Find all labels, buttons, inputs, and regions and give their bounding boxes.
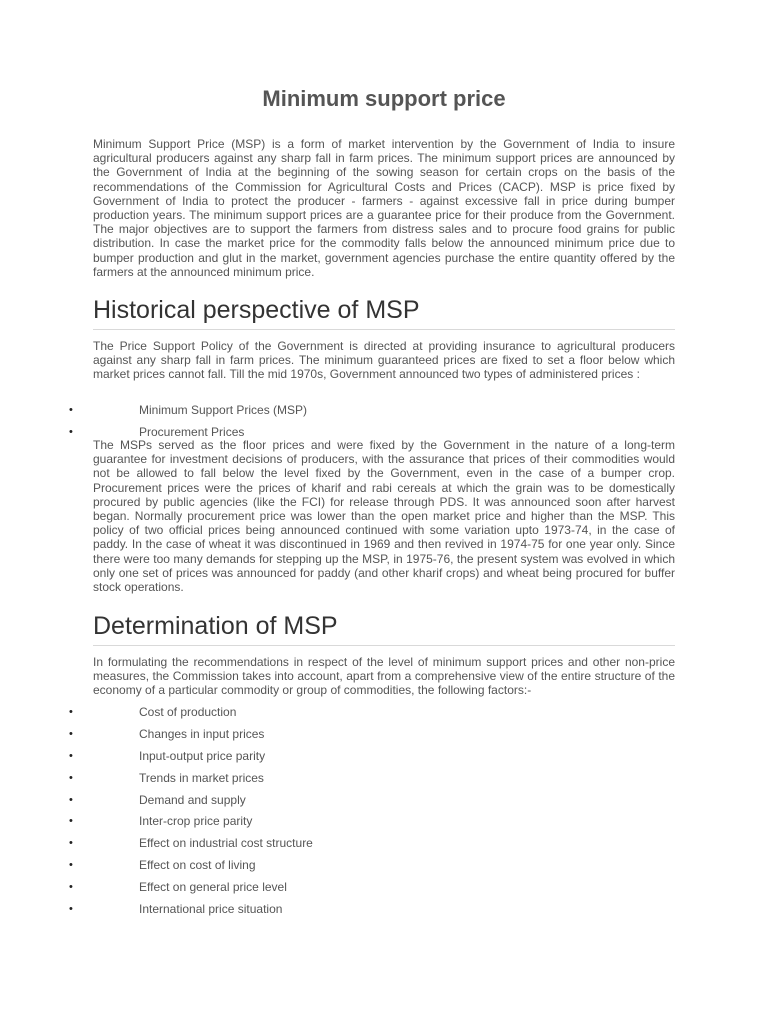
list-item <box>0 749 768 771</box>
bullet-icon: • <box>69 404 73 416</box>
list-item-text: Demand and supply <box>139 792 246 807</box>
list-item-text: Input-output price parity <box>139 748 266 763</box>
bullet-icon: • <box>69 815 73 828</box>
historical-paragraph-2: The MSPs served as the floor prices and were fixed by the Government in the nature of a long-term guarantee for investment decisions of producers, with the assurance that prices of their commodities would not be allowed to fall below the level fixed by the Government, even in the case of a bumper crop. Procurement prices were the prices of kharif and rabi cereals at which the grain was to be domestically procured by public agencies (like the FCI) for release through PDS. It was announced soon after harvest began. Normally procurement price was lower than the open market price and higher than the MSP. This policy of two official prices being announced continued with some variation upto 1973-74, in the case of paddy. In the case of wheat it was discontinued in 1969 and then revived in 1974-75 for one year only. Since there were too many demands for stepping up the MSP, in 1975-76, the present system was evolved in which only one set of prices was announced for paddy (and other kharif crops) and wheat being procured for buffer stock operations. <box>93 438 675 595</box>
list-item-text: Cost of production <box>139 705 237 719</box>
determination-paragraph: In formulating the recommendations in respect of the level of minimum support prices and other non-price measures, the Commission takes into account, apart from a comprehensive view of the entire structure of the economy of a particular commodity or group of commodities, the following factors:- <box>93 655 675 698</box>
bullet-icon: • <box>69 425 73 438</box>
list-item <box>0 727 768 749</box>
bullet-icon: • <box>69 903 73 916</box>
list-item <box>0 793 768 815</box>
list-item-text: Trends in market prices <box>139 770 264 785</box>
bullet-icon: • <box>69 771 73 784</box>
list-item-text: Effect on cost of living <box>139 858 256 873</box>
historical-divider <box>93 329 675 330</box>
historical-paragraph-1: The Price Support Policy of the Government is directed at providing insurance to agricultural producers against any sharp fall in farm prices. The minimum guaranteed prices are fixed to set a floor below which market prices cannot fall. Till the mid 1970s, Government announced two types of administered prices : <box>93 339 675 382</box>
determination-heading: Determination of MSP <box>93 612 338 640</box>
determination-divider <box>93 645 675 646</box>
bullet-icon: • <box>69 837 73 850</box>
list-item-text: Changes in input prices <box>139 726 265 741</box>
page-title: Minimum support price <box>262 86 506 111</box>
list-item-text: Effect on general price level <box>139 880 287 895</box>
list-item-text: Inter-crop price parity <box>139 814 253 829</box>
bullet-icon: • <box>69 727 73 740</box>
factors-list <box>0 705 768 924</box>
intro-paragraph: Minimum Support Price (MSP) is a form of market intervention by the Government of India to insure agricultural producers against any sharp fall in farm prices. The minimum support prices are announced by the Government of India at the beginning of the sowing season for certain crops on the basis of the recommendations of the Commission for Agricultural Costs and Prices (CACP). MSP is price fixed by Government of India to protect the producer - farmers - against excessive fall in price during bumper production years. The minimum support prices are a guarantee price for their produce from the Government. The major objectives are to support the farmers from distress sales and to procure food grains for public distribution. In case the market price for the commodity falls below the announced minimum price due to bumper production and glut in the market, government agencies purchase the entire quantity offered by the farmers at the announced minimum price. <box>93 137 675 279</box>
list-item-text: International price situation <box>139 902 283 917</box>
list-item <box>0 836 768 858</box>
bullet-icon: • <box>69 859 73 872</box>
list-item <box>0 771 768 793</box>
list-item <box>0 814 768 836</box>
historical-heading: Historical perspective of MSP <box>93 296 420 324</box>
list-item-text: Effect on industrial cost structure <box>139 836 313 851</box>
bullet-icon: • <box>69 706 73 718</box>
list-item-text: Procurement Prices <box>139 424 245 439</box>
list-item <box>0 403 768 425</box>
list-item-text: Minimum Support Prices (MSP) <box>139 403 308 417</box>
list-item <box>0 705 768 727</box>
list-item <box>0 858 768 880</box>
bullet-icon: • <box>69 881 73 894</box>
bullet-icon: • <box>69 749 73 762</box>
bullet-icon: • <box>69 793 73 806</box>
list-item <box>0 902 768 924</box>
list-item <box>0 880 768 902</box>
